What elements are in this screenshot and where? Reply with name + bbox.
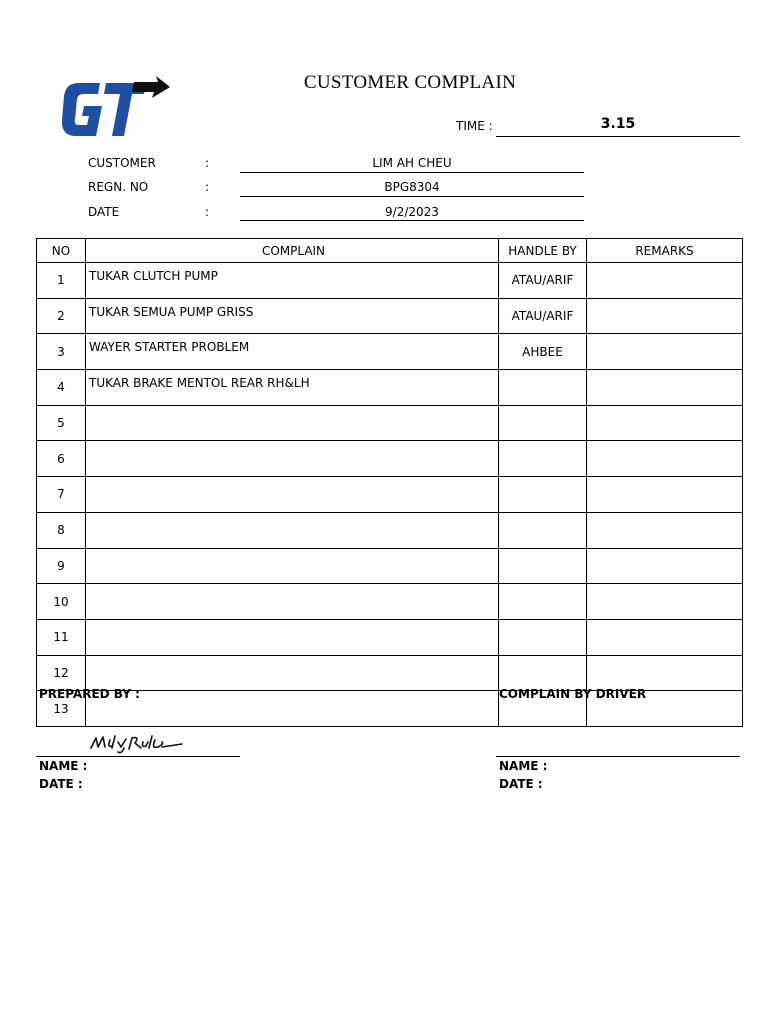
row-complain: TUKAR BRAKE MENTOL REAR RH&LH <box>86 370 499 406</box>
time-value: 3.15 <box>600 116 636 132</box>
row-handle-by <box>499 477 587 513</box>
row-remarks <box>587 370 743 406</box>
row-remarks <box>587 477 743 513</box>
row-remarks <box>587 512 743 548</box>
table-row <box>37 441 743 477</box>
row-handle-by: ATAU/ARIF <box>499 298 587 334</box>
row-remarks <box>587 298 743 334</box>
table-row <box>37 548 743 584</box>
prepared-by-signature-line <box>36 756 240 757</box>
row-no: 5 <box>37 405 86 441</box>
regn-no-colon: : <box>205 180 210 194</box>
row-handle-by <box>499 619 587 655</box>
page-title: CUSTOMER COMPLAIN <box>303 72 517 93</box>
header-no: NO <box>37 239 86 263</box>
customer-underline <box>240 172 584 173</box>
row-no: 12 <box>37 655 86 691</box>
header-remarks: REMARKS <box>587 239 743 263</box>
prepared-name-label: NAME : <box>39 759 88 773</box>
date-underline <box>240 220 584 221</box>
regn-no-underline <box>240 196 584 197</box>
row-complain <box>86 405 499 441</box>
row-complain <box>86 548 499 584</box>
row-remarks <box>587 548 743 584</box>
table-row <box>37 405 743 441</box>
row-complain: WAYER STARTER PROBLEM <box>86 334 499 370</box>
table-row <box>37 334 743 370</box>
table-row <box>37 370 743 406</box>
row-complain <box>86 619 499 655</box>
regn-no-label: REGN. NO <box>88 180 149 194</box>
header-complain: COMPLAIN <box>86 239 499 263</box>
row-remarks <box>587 619 743 655</box>
table-row <box>37 298 743 334</box>
row-remarks <box>587 655 743 691</box>
row-complain: TUKAR CLUTCH PUMP <box>86 263 499 299</box>
row-handle-by: ATAU/ARIF <box>499 263 587 299</box>
table-row <box>37 584 743 620</box>
date-value: 9/2/2023 <box>385 205 439 219</box>
signature <box>88 730 188 754</box>
driver-name-label: NAME : <box>499 759 548 773</box>
driver-signature-line <box>496 756 740 757</box>
gt-logo-icon <box>62 74 172 144</box>
row-no: 13 <box>37 691 86 727</box>
row-handle-by <box>499 405 587 441</box>
row-handle-by <box>499 584 587 620</box>
table-row <box>37 263 743 299</box>
table-row <box>37 619 743 655</box>
row-remarks <box>587 334 743 370</box>
row-no: 4 <box>37 370 86 406</box>
row-handle-by <box>499 655 587 691</box>
table-row <box>37 512 743 548</box>
row-remarks <box>587 405 743 441</box>
row-remarks <box>587 263 743 299</box>
row-complain: TUKAR SEMUA PUMP GRISS <box>86 298 499 334</box>
driver-date-label: DATE : <box>499 777 543 791</box>
complain-by-driver-label: COMPLAIN BY DRIVER <box>499 687 647 701</box>
row-complain <box>86 655 499 691</box>
row-no: 6 <box>37 441 86 477</box>
table-header-row <box>37 239 743 263</box>
row-handle-by: AHBEE <box>499 334 587 370</box>
time-label: TIME : <box>456 119 493 133</box>
row-complain <box>86 691 499 727</box>
signature-icon <box>88 730 188 754</box>
gt-logo <box>62 74 172 144</box>
customer-label: CUSTOMER <box>88 156 156 170</box>
customer-colon: : <box>205 156 210 170</box>
row-no: 8 <box>37 512 86 548</box>
row-complain <box>86 584 499 620</box>
time-underline <box>496 136 740 137</box>
row-no: 2 <box>37 298 86 334</box>
row-remarks <box>587 441 743 477</box>
row-no: 1 <box>37 263 86 299</box>
row-complain <box>86 441 499 477</box>
row-no: 3 <box>37 334 86 370</box>
customer-value: LIM AH CHEU <box>372 156 452 170</box>
row-handle-by <box>499 548 587 584</box>
row-remarks <box>587 584 743 620</box>
complain-table <box>36 238 743 727</box>
header-handle-by: HANDLE BY <box>499 239 587 263</box>
row-handle-by <box>499 512 587 548</box>
table-row <box>37 655 743 691</box>
prepared-by-label: PREPARED BY : <box>39 687 140 701</box>
row-handle-by <box>499 441 587 477</box>
date-label: DATE <box>88 205 120 219</box>
row-no: 9 <box>37 548 86 584</box>
regn-no-value: BPG8304 <box>384 180 440 194</box>
table-row <box>37 477 743 513</box>
date-colon: : <box>205 205 210 219</box>
row-no: 11 <box>37 619 86 655</box>
row-complain <box>86 512 499 548</box>
prepared-date-label: DATE : <box>39 777 83 791</box>
row-no: 10 <box>37 584 86 620</box>
row-no: 7 <box>37 477 86 513</box>
row-complain <box>86 477 499 513</box>
row-handle-by <box>499 370 587 406</box>
